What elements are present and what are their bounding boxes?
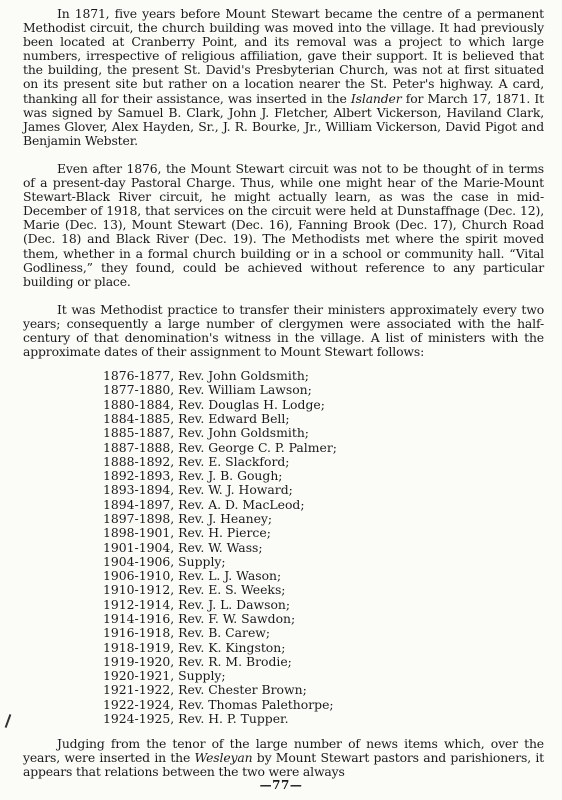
minister-entry: 1884-1885, Rev. Edward Bell; bbox=[103, 411, 290, 426]
minister-entry: 1920-1921, Supply; bbox=[103, 668, 226, 684]
minister-entry: 1888-1892, Rev. E. Slackford; bbox=[103, 453, 290, 469]
minister-entry: 1877-1880, Rev. William Lawson; bbox=[103, 382, 312, 398]
minister-entry: 1912-1914, Rev. J. L. Dawson; bbox=[103, 596, 291, 612]
paragraph-church-move bbox=[23, 7, 544, 148]
minister-entry: 1876-1877, Rev. John Goldsmith; bbox=[103, 368, 309, 384]
minister-entry: 1924-1925, Rev. H. P. Tupper. bbox=[103, 710, 289, 726]
minister-entry: 1885-1887, Rev. John Goldsmith; bbox=[103, 425, 309, 441]
minister-entry: 1916-1918, Rev. B. Carew; bbox=[103, 625, 271, 641]
minister-entry: 1914-1916, Rev. F. W. Sawdon; bbox=[103, 610, 296, 626]
minister-entry: 1897-1898, Rev. J. Heaney; bbox=[103, 510, 273, 526]
paragraph-text: for March 17, 1871. It was signed by Samuel B. Clark, John J. Fletcher, Albert Vickerson, Haviland Clark, James Glover, Alex Hayden, Sr., J. R. Bourke, Jr., William Vickerson, David Pigot and Benjamin Webster. bbox=[23, 90, 544, 148]
ministers-list bbox=[23, 369, 544, 726]
minister-entry: 1887-1888, Rev. George C. P. Palmer; bbox=[103, 439, 337, 455]
minister-entry: 1910-1912, Rev. E. S. Weeks; bbox=[103, 582, 286, 598]
minister-entry: 1892-1893, Rev. J. B. Gough; bbox=[103, 468, 283, 484]
minister-entry: 1880-1884, Rev. Douglas H. Lodge; bbox=[103, 396, 325, 412]
paragraph-text: Judging from the tenor of the large number of news items which, over the years, were inserted in the bbox=[23, 736, 544, 766]
minister-entry: 1893-1894, Rev. W. J. Howard; bbox=[103, 482, 293, 498]
minister-entry: 1918-1919, Rev. K. Kingston; bbox=[103, 639, 286, 655]
margin-pencil-mark bbox=[5, 714, 12, 728]
page-number: —77— bbox=[259, 778, 303, 792]
paragraph-text: by Mount Stewart pastors and parishioners, it appears that relations between the two were always bbox=[23, 750, 544, 780]
paragraph-ministers-intro: It was Methodist practice to transfer their ministers approximately every two years; consequently a large number of clergymen were associated with the half-century of that denomination's witness in the village. A list of ministers with the approximate dates of their assignment to Mount Stewart follows: bbox=[23, 301, 544, 360]
paragraph-circuit: Even after 1876, the Mount Stewart circuit was not to be thought of in terms of a present-day Pastoral Charge. Thus, while one might hear of the Marie-Mount Stewart-Black River circuit, he might actually learn, as was the case in mid-December of 1918, that services on the circuit were held at Dunstaffnage (Dec. 12), Marie (Dec. 13), Mount Stewart (Dec. 16), Fanning Brook (Dec. 17), Church Road (Dec. 18) and Black River (Dec. 19). The Methodists met where the spirit moved them, whether in a formal church building or in a school or community hall. “Vital Godliness,” they found, could be achieved without reference to any particular building or place. bbox=[23, 160, 544, 289]
minister-entry: 1922-1924, Rev. Thomas Palethorpe; bbox=[103, 696, 334, 712]
minister-entry: 1901-1904, Rev. W. Wass; bbox=[103, 539, 263, 555]
paragraph-text: In 1871, five years before Mount Stewart became the centre of a permanent Methodist circuit, the church building was moved into the village. It had previously been located at Cranberry Point, and its removal was a project to which large numbers, irrespective of religious affiliation, gave their support. It is believed that the building, the present St. David's Presbyterian Church, was not at first situated on its present site but rather on a location nearer the St. Peter's highway. A card, thanking all for their assistance, was inserted in the bbox=[23, 6, 544, 106]
newspaper-title: Islander bbox=[350, 90, 402, 106]
minister-entry: 1919-1920, Rev. R. M. Brodie; bbox=[103, 653, 292, 669]
minister-entry: 1906-1910, Rev. L. J. Wason; bbox=[103, 568, 282, 584]
document-page bbox=[23, 7, 544, 793]
paragraph-wesleyan bbox=[23, 737, 544, 779]
minister-entry: 1894-1897, Rev. A. D. MacLeod; bbox=[103, 496, 305, 512]
minister-entry: 1904-1906, Supply; bbox=[103, 553, 226, 569]
minister-entry: 1898-1901, Rev. H. Pierce; bbox=[103, 525, 271, 541]
newspaper-title: Wesleyan bbox=[194, 750, 253, 766]
minister-entry: 1921-1922, Rev. Chester Brown; bbox=[103, 682, 307, 698]
